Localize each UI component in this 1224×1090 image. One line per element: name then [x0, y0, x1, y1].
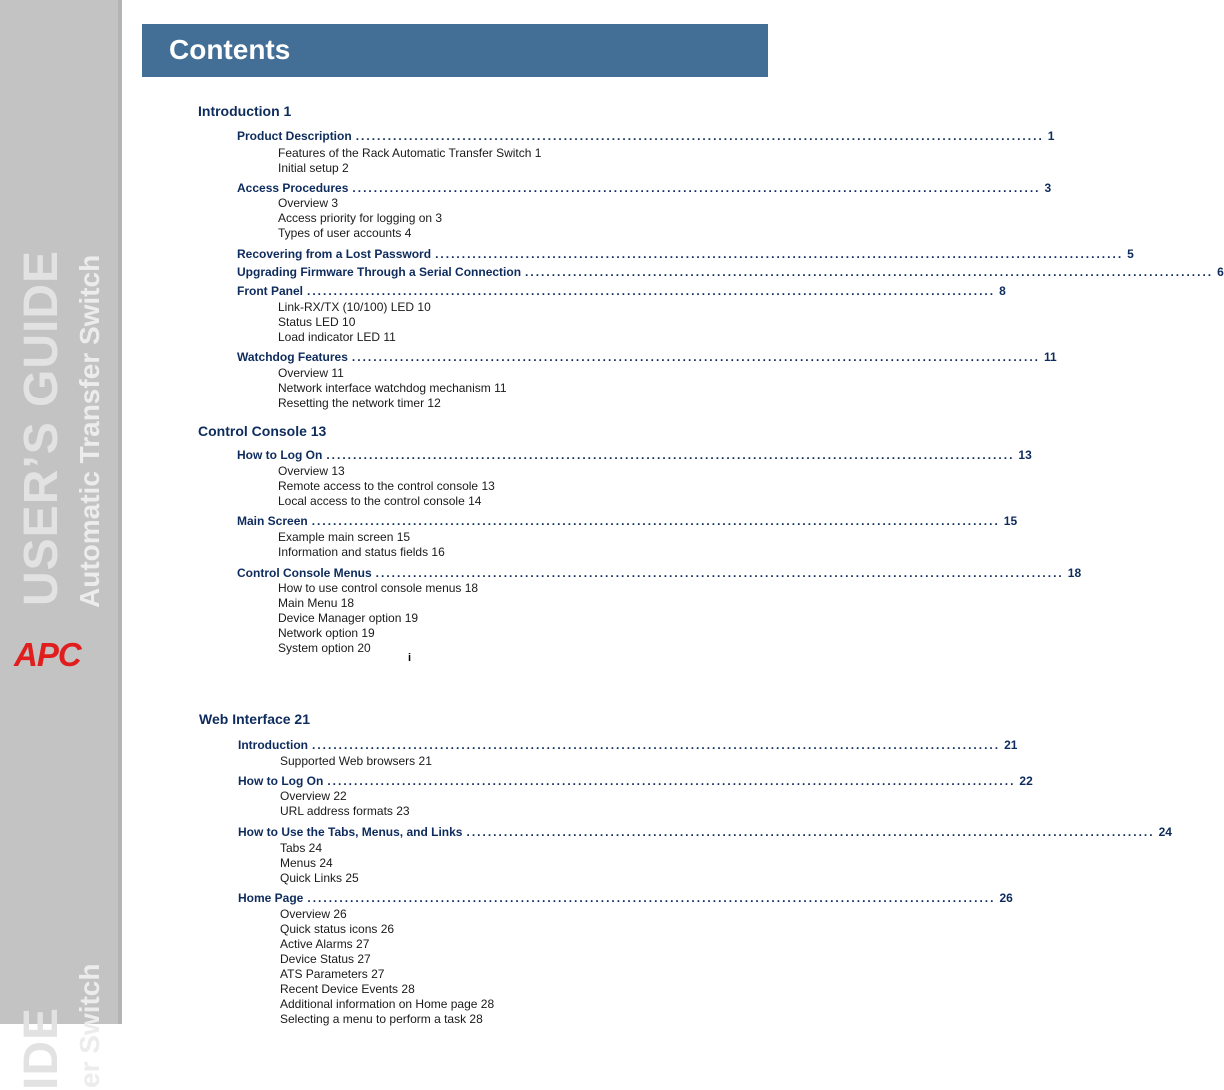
- sidebar: [0, 0, 122, 1090]
- toc-subentry[interactable]: ATS Parameters 27: [280, 967, 385, 981]
- section-page: 3: [1044, 181, 1052, 195]
- section-page: 15: [1003, 514, 1018, 528]
- sidebar-subtitle: Automatic Transfer Switch: [74, 254, 105, 608]
- toc-subentry[interactable]: Network interface watchdog mechanism 11: [278, 381, 507, 395]
- toc-section[interactable]: [238, 773, 1033, 788]
- toc-subentry[interactable]: Quick Links 25: [280, 871, 359, 885]
- toc-subentry[interactable]: Access priority for logging on 3: [278, 211, 443, 225]
- toc-section[interactable]: [237, 565, 1082, 580]
- dot-leader: .................................................................................................................................: [466, 825, 1155, 839]
- toc-subentry[interactable]: Supported Web browsers 21: [280, 754, 432, 768]
- dot-leader: .................................................................................................................................: [311, 514, 1000, 528]
- toc-section[interactable]: [237, 180, 1052, 195]
- toc-subentry[interactable]: Features of the Rack Automatic Transfer Switch 1: [278, 146, 542, 160]
- toc-subentry[interactable]: Main Menu 18: [278, 596, 355, 610]
- section-title: Front Panel: [237, 284, 304, 298]
- dot-leader: .................................................................................................................................: [307, 284, 996, 298]
- section-page: 18: [1067, 566, 1082, 580]
- toc-subentry[interactable]: Overview 11: [278, 366, 344, 380]
- toc-subentry[interactable]: Menus 24: [280, 856, 333, 870]
- dot-leader: .................................................................................................................................: [327, 774, 1016, 788]
- toc-subentry[interactable]: Selecting a menu to perform a task 28: [280, 1012, 483, 1026]
- toc-subentry[interactable]: Overview 26: [280, 907, 347, 921]
- toc-section[interactable]: [237, 246, 1134, 261]
- sidebar-subtitle-repeat: er Switch: [74, 963, 105, 1088]
- section-page: 21: [1004, 738, 1018, 752]
- section-title: Control Console Menus: [237, 566, 372, 580]
- dot-leader: .................................................................................................................................: [525, 265, 1214, 279]
- section-page: 6: [1217, 265, 1224, 279]
- chapter-heading[interactable]: Introduction 1: [198, 103, 292, 119]
- toc-subentry[interactable]: Tabs 24: [280, 841, 323, 855]
- section-title: Access Procedures: [237, 181, 349, 195]
- dot-leader: .................................................................................................................................: [355, 129, 1044, 143]
- toc-section[interactable]: [237, 513, 1018, 528]
- section-page: 13: [1018, 448, 1032, 462]
- section-page: 8: [999, 284, 1006, 298]
- dot-leader: .................................................................................................................................: [375, 566, 1064, 580]
- section-title: Upgrading Firmware Through a Serial Connection: [237, 265, 522, 279]
- contents-header: [142, 24, 768, 77]
- page-title: Contents: [169, 34, 291, 65]
- section-title: How to Log On: [237, 448, 323, 462]
- sidebar-title: USER’S GUIDE: [15, 249, 68, 606]
- dot-leader: .................................................................................................................................: [435, 247, 1124, 261]
- dot-leader: .................................................................................................................................: [352, 181, 1041, 195]
- toc-subentry[interactable]: Active Alarms 27: [280, 937, 370, 951]
- dot-leader: .................................................................................................................................: [311, 738, 1001, 752]
- section-title: Recovering from a Lost Password: [237, 247, 432, 261]
- section-page: 24: [1158, 825, 1172, 839]
- toc-subentry[interactable]: Remote access to the control console 13: [278, 479, 495, 493]
- toc-section[interactable]: [237, 264, 1224, 279]
- section-page: 1: [1047, 129, 1055, 143]
- toc-subentry[interactable]: Resetting the network timer 12: [278, 396, 441, 410]
- toc-subentry[interactable]: Device Status 27: [280, 952, 371, 966]
- toc-section[interactable]: [237, 128, 1055, 143]
- section-title: Home Page: [238, 891, 304, 905]
- toc-subentry[interactable]: Overview 3: [278, 196, 339, 210]
- toc-subentry[interactable]: Types of user accounts 4: [278, 226, 412, 240]
- toc-subentry[interactable]: Quick status icons 26: [280, 922, 395, 936]
- dot-leader: .................................................................................................................................: [326, 448, 1015, 462]
- toc-subentry[interactable]: Network option 19: [278, 626, 375, 640]
- toc-subentry[interactable]: Initial setup 2: [278, 161, 349, 175]
- toc-subentry[interactable]: Device Manager option 19: [278, 611, 419, 625]
- toc-subentry[interactable]: Recent Device Events 28: [280, 982, 415, 996]
- toc-subentry[interactable]: Load indicator LED 11: [278, 330, 396, 344]
- section-title: How to Use the Tabs, Menus, and Links: [238, 825, 463, 839]
- toc-section[interactable]: [237, 349, 1057, 364]
- page-number: i: [408, 652, 412, 664]
- toc-section[interactable]: [238, 890, 1013, 905]
- dot-leader: .................................................................................................................................: [351, 350, 1040, 364]
- dot-leader: .................................................................................................................................: [307, 891, 996, 905]
- toc-section[interactable]: [237, 447, 1032, 462]
- toc-subentry[interactable]: Local access to the control console 14: [278, 494, 482, 508]
- toc-section[interactable]: [238, 737, 1018, 752]
- toc-subentry[interactable]: Information and status fields 16: [278, 545, 445, 559]
- section-title: Watchdog Features: [237, 350, 348, 364]
- chapter-heading[interactable]: Control Console 13: [198, 423, 327, 439]
- toc-subentry[interactable]: Link-RX/TX (10/100) LED 10: [278, 300, 431, 314]
- section-page: 22: [1019, 774, 1033, 788]
- section-page: 5: [1127, 247, 1134, 261]
- toc-subentry[interactable]: Additional information on Home page 28: [280, 997, 495, 1011]
- toc-subentry[interactable]: Example main screen 15: [278, 530, 411, 544]
- section-title: Product Description: [237, 129, 352, 143]
- toc-subentry[interactable]: URL address formats 23: [280, 804, 410, 818]
- section-title: Introduction: [238, 738, 308, 752]
- sidebar-title-repeat: IDE: [15, 1006, 68, 1090]
- section-page: 26: [999, 891, 1013, 905]
- toc-section[interactable]: [237, 283, 1006, 298]
- apc-logo: APC: [14, 636, 81, 673]
- chapter-heading[interactable]: Web Interface 21: [199, 711, 311, 727]
- toc-subentry[interactable]: Overview 13: [278, 464, 345, 478]
- toc-subentry[interactable]: How to use control console menus 18: [278, 581, 479, 595]
- toc-section[interactable]: [238, 824, 1172, 839]
- section-title: Main Screen: [237, 514, 308, 528]
- section-title: How to Log On: [238, 774, 324, 788]
- toc-subentry[interactable]: Status LED 10: [278, 315, 356, 329]
- toc-subentry[interactable]: Overview 22: [280, 789, 347, 803]
- section-page: 11: [1044, 350, 1057, 364]
- toc-subentry[interactable]: System option 20: [278, 641, 371, 655]
